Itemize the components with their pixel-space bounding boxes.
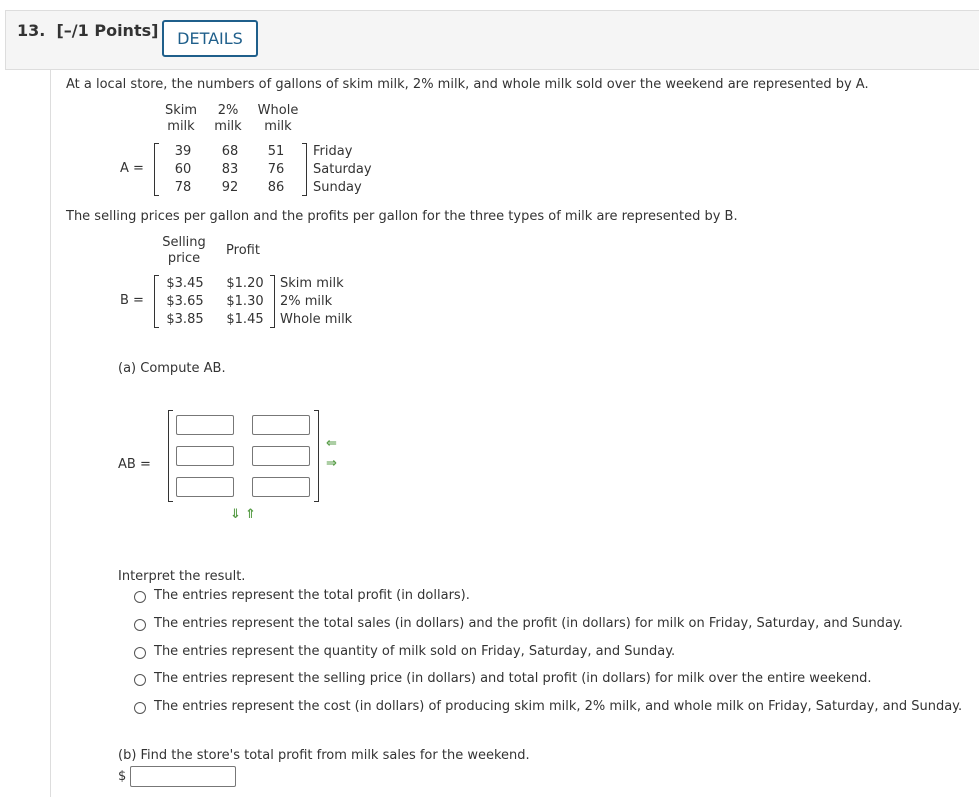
col-header: Whole milk [257, 103, 299, 134]
matrix-cell: 92 [221, 180, 239, 195]
matrix-cell: 60 [174, 162, 192, 177]
radio-option-1[interactable] [134, 591, 146, 603]
bracket-right [314, 410, 319, 502]
ab-cell-2-2[interactable] [252, 446, 310, 466]
ab-label: AB = [118, 457, 151, 472]
col-header: Skim milk [164, 103, 198, 134]
col-header: Selling price [162, 235, 206, 266]
dollar-sign: $ [118, 769, 127, 784]
row-label: Whole milk [280, 312, 353, 327]
question-header [5, 10, 979, 70]
add-row-icon[interactable]: ⇓ [230, 507, 241, 522]
row-label: Friday [313, 144, 353, 159]
row-label: Skim milk [280, 276, 344, 291]
question-title: 13. [–/1 Points] [17, 21, 159, 40]
ab-cell-2-1[interactable] [176, 446, 234, 466]
matrix-cell: 39 [174, 144, 192, 159]
option-label[interactable]: The entries represent the total profit (in dollars). [154, 588, 470, 603]
matrix-b-label: B = [120, 293, 144, 308]
radio-option-4[interactable] [134, 674, 146, 686]
bracket-right [302, 143, 307, 196]
radio-option-5[interactable] [134, 702, 146, 714]
option-label[interactable]: The entries represent the quantity of milk sold on Friday, Saturday, and Sunday. [154, 643, 676, 659]
remove-row-icon[interactable]: ⇑ [245, 507, 256, 522]
matrix-cell: $3.45 [166, 276, 204, 291]
intro2-text: The selling prices per gallon and the profits per gallon for the three types of milk are represented by B. [66, 209, 738, 224]
radio-option-3[interactable] [134, 647, 146, 659]
matrix-cell: 83 [221, 162, 239, 177]
row-label: Saturday [313, 162, 372, 177]
bracket-left [154, 275, 159, 328]
total-profit-input[interactable] [130, 766, 236, 787]
option-label[interactable]: The entries represent the selling price (in dollars) and total profit (in dollars) for milk over the entire weekend. [154, 671, 872, 687]
matrix-cell: $3.65 [166, 294, 204, 309]
radio-option-2[interactable] [134, 619, 146, 631]
option-label[interactable]: The entries represent the total sales (in dollars) and the profit (in dollars) for milk on Friday, Saturday, and Sunday. [154, 615, 903, 631]
part-b-label: (b) Find the store's total profit from milk sales for the weekend. [118, 748, 530, 763]
matrix-cell: 78 [174, 180, 192, 195]
matrix-a-label: A = [120, 161, 144, 176]
matrix-cell: 51 [267, 144, 285, 159]
option-label[interactable]: The entries represent the cost (in dollars) of producing skim milk, 2% milk, and whole milk on Friday, Saturday, and Sunday. [154, 699, 963, 715]
ab-cell-1-2[interactable] [252, 415, 310, 435]
ab-cell-3-2[interactable] [252, 477, 310, 497]
col-header: 2% milk [214, 103, 242, 134]
interpret-label: Interpret the result. [118, 569, 246, 584]
matrix-cell: $3.85 [166, 312, 204, 327]
bracket-left [168, 410, 173, 502]
bracket-left [154, 143, 159, 196]
row-label: Sunday [313, 180, 362, 195]
ab-cell-3-1[interactable] [176, 477, 234, 497]
matrix-cell: 86 [267, 180, 285, 195]
bracket-right [270, 275, 275, 328]
row-label: 2% milk [280, 294, 333, 309]
remove-column-icon[interactable]: ⇐ [326, 436, 337, 451]
matrix-cell: 68 [221, 144, 239, 159]
matrix-cell: 76 [267, 162, 285, 177]
part-a-label: (a) Compute AB. [118, 361, 226, 376]
matrix-cell: $1.45 [226, 312, 264, 327]
col-header: Profit [226, 243, 260, 258]
add-column-icon[interactable]: ⇒ [326, 456, 337, 471]
intro-text: At a local store, the numbers of gallons of skim milk, 2% milk, and whole milk sold over the weekend are represented by A. [66, 77, 869, 92]
details-button[interactable]: DETAILS [162, 20, 258, 57]
matrix-cell: $1.30 [226, 294, 264, 309]
divider [50, 69, 51, 797]
ab-cell-1-1[interactable] [176, 415, 234, 435]
matrix-cell: $1.20 [226, 276, 264, 291]
